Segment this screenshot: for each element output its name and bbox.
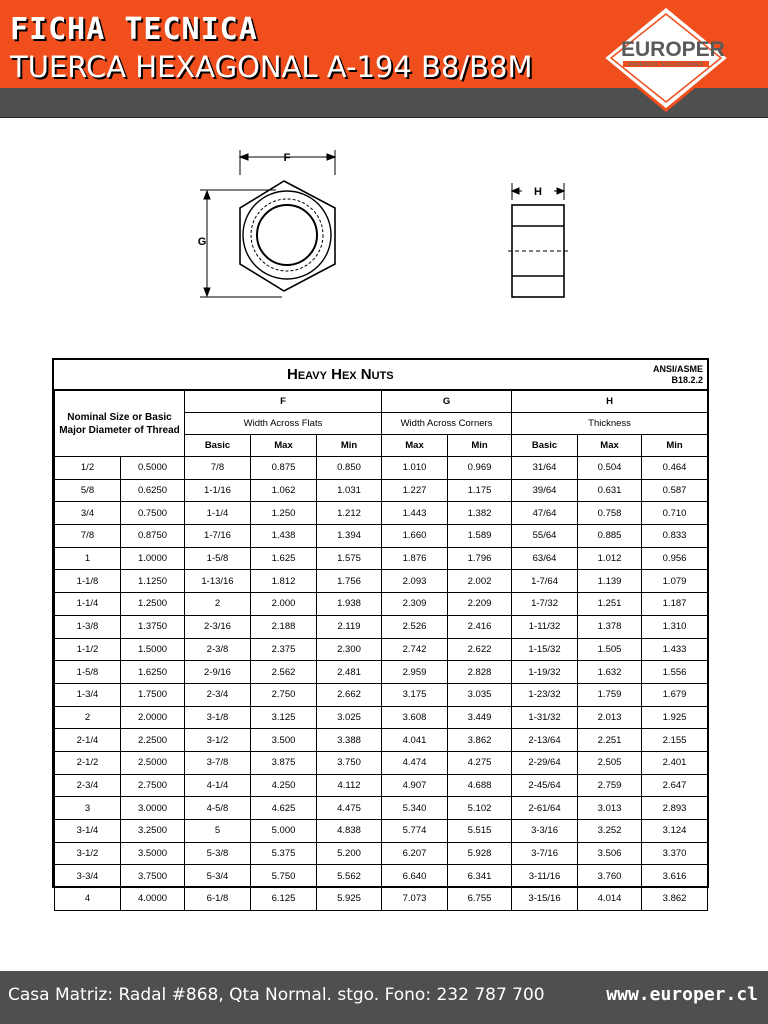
table-cell: 1.756 <box>317 570 382 593</box>
table-cell: 3.760 <box>578 865 642 888</box>
table-cell: 4.475 <box>317 797 382 820</box>
table-cell: 5.774 <box>382 820 448 843</box>
table-cell: 31/64 <box>512 457 578 480</box>
table-cell: 3.035 <box>448 683 512 706</box>
table-cell: 1-1/4 <box>185 502 251 525</box>
table-cell: 1.062 <box>251 479 317 502</box>
table-cell: 1-5/8 <box>55 661 121 684</box>
table-cell: 2.7500 <box>121 774 185 797</box>
table-cell: 5.340 <box>382 797 448 820</box>
table-cell: 2.416 <box>448 615 512 638</box>
table-cell: 1.3750 <box>121 615 185 638</box>
table-cell: 2.375 <box>251 638 317 661</box>
table-cell: 1-13/16 <box>185 570 251 593</box>
table-cell: 2.742 <box>382 638 448 661</box>
table-cell: 1.876 <box>382 547 448 570</box>
table-row <box>55 457 708 480</box>
table-cell: 7.073 <box>382 888 448 911</box>
table-cell: 1.589 <box>448 525 512 548</box>
table-cell: 2.155 <box>642 729 708 752</box>
table-cell: 2.759 <box>578 774 642 797</box>
table-cell: 2.750 <box>251 683 317 706</box>
table-cell: 1-15/32 <box>512 638 578 661</box>
table-cell: 1-23/32 <box>512 683 578 706</box>
table-cell: 1-7/64 <box>512 570 578 593</box>
table-cell: 2.647 <box>642 774 708 797</box>
table-cell: 6.341 <box>448 865 512 888</box>
table-title-bar <box>54 360 707 390</box>
table-cell: 1.212 <box>317 502 382 525</box>
table-cell: 4.041 <box>382 729 448 752</box>
table-cell: 47/64 <box>512 502 578 525</box>
table-cell: 3-3/16 <box>512 820 578 843</box>
table-cell: 3.750 <box>317 751 382 774</box>
standard-line-2: B18.2.2 <box>671 375 703 385</box>
table-cell: 1.227 <box>382 479 448 502</box>
table-cell: 1-11/32 <box>512 615 578 638</box>
col-f-min: Min <box>317 435 382 457</box>
table-cell: 6.125 <box>251 888 317 911</box>
table-cell: 5 <box>185 820 251 843</box>
table-cell: 3-11/16 <box>512 865 578 888</box>
table-row <box>55 865 708 888</box>
table-cell: 5.515 <box>448 820 512 843</box>
table-row <box>55 751 708 774</box>
hex-nut-drawing <box>190 145 580 310</box>
group-header-f: F <box>185 391 382 413</box>
table-cell: 4.474 <box>382 751 448 774</box>
table-cell: 4.275 <box>448 751 512 774</box>
table-cell: 5/8 <box>55 479 121 502</box>
table-cell: 3-7/8 <box>185 751 251 774</box>
page-title: FICHA TECNICA <box>10 12 258 47</box>
table-cell: 4-1/4 <box>185 774 251 797</box>
table-cell: 1.632 <box>578 661 642 684</box>
table-cell: 2.562 <box>251 661 317 684</box>
col-f-max: Max <box>251 435 317 457</box>
table-cell: 1.1250 <box>121 570 185 593</box>
table-cell: 1.759 <box>578 683 642 706</box>
table-cell: 1.251 <box>578 593 642 616</box>
table-cell: 1-7/16 <box>185 525 251 548</box>
table-cell: 2.300 <box>317 638 382 661</box>
table-cell: 5.750 <box>251 865 317 888</box>
table-row <box>55 661 708 684</box>
table-cell: 1.010 <box>382 457 448 480</box>
table-cell: 3.2500 <box>121 820 185 843</box>
table-cell: 3 <box>55 797 121 820</box>
table-cell: 0.7500 <box>121 502 185 525</box>
table-row <box>55 706 708 729</box>
table-row <box>55 729 708 752</box>
table-cell: 1.310 <box>642 615 708 638</box>
table-cell: 2.013 <box>578 706 642 729</box>
logo-tagline: UNIENDO SOLUCIONES <box>628 62 704 68</box>
table-cell: 1.6250 <box>121 661 185 684</box>
table-cell: 3-1/4 <box>55 820 121 843</box>
table-cell: 1.438 <box>251 525 317 548</box>
table-row <box>55 547 708 570</box>
table-cell: 1.556 <box>642 661 708 684</box>
table-row <box>55 842 708 865</box>
table-cell: 2.309 <box>382 593 448 616</box>
table-cell: 63/64 <box>512 547 578 570</box>
table-cell: 1-1/16 <box>185 479 251 502</box>
table-row <box>55 525 708 548</box>
table-cell: 3-1/8 <box>185 706 251 729</box>
table-cell: 39/64 <box>512 479 578 502</box>
table-cell: 3.449 <box>448 706 512 729</box>
table-cell: 3.875 <box>251 751 317 774</box>
table-cell: 0.850 <box>317 457 382 480</box>
table-row <box>55 820 708 843</box>
table-cell: 7/8 <box>55 525 121 548</box>
table-cell: 0.833 <box>642 525 708 548</box>
table-cell: 2.251 <box>578 729 642 752</box>
table-cell: 2.401 <box>642 751 708 774</box>
table-cell: 1.575 <box>317 547 382 570</box>
table-row <box>55 593 708 616</box>
table-body <box>55 457 708 911</box>
table-cell: 0.710 <box>642 502 708 525</box>
table-cell: 7/8 <box>185 457 251 480</box>
table-cell: 1.5000 <box>121 638 185 661</box>
table-cell: 2.093 <box>382 570 448 593</box>
table-cell: 1.812 <box>251 570 317 593</box>
standard-line-1: ANSI/ASME <box>652 364 703 374</box>
table-cell: 6.755 <box>448 888 512 911</box>
table-cell: 5.375 <box>251 842 317 865</box>
table-cell: 2.481 <box>317 661 382 684</box>
table-cell: 2.828 <box>448 661 512 684</box>
table-cell: 3.013 <box>578 797 642 820</box>
table-cell: 1.0000 <box>121 547 185 570</box>
table-cell: 5.928 <box>448 842 512 865</box>
table-cell: 2 <box>55 706 121 729</box>
table-cell: 2.209 <box>448 593 512 616</box>
table-cell: 4.688 <box>448 774 512 797</box>
table-cell: 1.660 <box>382 525 448 548</box>
table-cell: 0.8750 <box>121 525 185 548</box>
table-cell: 1.433 <box>642 638 708 661</box>
footer-address: Casa Matriz: Radal #868, Qta Normal. stgo. Fono: 232 787 700 <box>8 985 545 1005</box>
table-cell: 4-5/8 <box>185 797 251 820</box>
table-cell: 2.5000 <box>121 751 185 774</box>
table-cell: 3-3/4 <box>55 865 121 888</box>
table-cell: 1.378 <box>578 615 642 638</box>
table-cell: 3.616 <box>642 865 708 888</box>
table-cell: 1.012 <box>578 547 642 570</box>
table-cell: 2-3/4 <box>55 774 121 797</box>
table-cell: 1 <box>55 547 121 570</box>
table-cell: 3.175 <box>382 683 448 706</box>
col-h-max: Max <box>578 435 642 457</box>
table-cell: 6-1/8 <box>185 888 251 911</box>
dim-label-f: F <box>283 152 291 164</box>
table-cell: 1-1/4 <box>55 593 121 616</box>
table-cell: 5.562 <box>317 865 382 888</box>
table-cell: 1.394 <box>317 525 382 548</box>
table-row <box>55 683 708 706</box>
table-cell: 1.079 <box>642 570 708 593</box>
table-cell: 5.000 <box>251 820 317 843</box>
table-cell: 2.526 <box>382 615 448 638</box>
group-header-g: G <box>382 391 512 413</box>
table-cell: 3-15/16 <box>512 888 578 911</box>
table-cell: 2 <box>185 593 251 616</box>
table-cell: 1.2500 <box>121 593 185 616</box>
table-cell: 1.938 <box>317 593 382 616</box>
table-cell: 0.758 <box>578 502 642 525</box>
table-cell: 0.5000 <box>121 457 185 480</box>
table-cell: 1.679 <box>642 683 708 706</box>
table-cell: 3.608 <box>382 706 448 729</box>
table-cell: 2-3/8 <box>185 638 251 661</box>
col-g-max: Max <box>382 435 448 457</box>
logo-wordmark: EUROPER <box>621 38 725 61</box>
table-cell: 3.862 <box>642 888 708 911</box>
col-g-min: Min <box>448 435 512 457</box>
page-subtitle: TUERCA HEXAGONAL A-194 B8/B8M <box>10 50 533 84</box>
table-cell: 1-1/8 <box>55 570 121 593</box>
table-cell: 2-3/4 <box>185 683 251 706</box>
table-cell: 3-7/16 <box>512 842 578 865</box>
table-cell: 4.838 <box>317 820 382 843</box>
table-row <box>55 570 708 593</box>
table-cell: 1.505 <box>578 638 642 661</box>
table-cell: 2.2500 <box>121 729 185 752</box>
table-row <box>55 479 708 502</box>
table-cell: 6.207 <box>382 842 448 865</box>
table-cell: 3.125 <box>251 706 317 729</box>
table-cell: 1-3/8 <box>55 615 121 638</box>
table-cell: 4.625 <box>251 797 317 820</box>
table-cell: 2-1/2 <box>55 751 121 774</box>
table-cell: 3.0000 <box>121 797 185 820</box>
table-cell: 1.7500 <box>121 683 185 706</box>
table-cell: 3/4 <box>55 502 121 525</box>
table-cell: 1.139 <box>578 570 642 593</box>
table-cell: 2.002 <box>448 570 512 593</box>
hex-nut-top-view <box>197 150 335 297</box>
table-cell: 2.119 <box>317 615 382 638</box>
table-cell: 6.640 <box>382 865 448 888</box>
table-cell: 1.796 <box>448 547 512 570</box>
subheader-width-across-flats: Width Across Flats <box>185 413 382 435</box>
table-row <box>55 615 708 638</box>
table-cell: 2.000 <box>251 593 317 616</box>
table-cell: 3.388 <box>317 729 382 752</box>
table-cell: 0.956 <box>642 547 708 570</box>
page-header <box>0 0 768 118</box>
table-cell: 0.969 <box>448 457 512 480</box>
table-cell: 1.382 <box>448 502 512 525</box>
table-cell: 3.862 <box>448 729 512 752</box>
col-h-basic: Basic <box>512 435 578 457</box>
table-cell: 3.252 <box>578 820 642 843</box>
table-cell: 3.7500 <box>121 865 185 888</box>
table-cell: 1.175 <box>448 479 512 502</box>
table-cell: 1.625 <box>251 547 317 570</box>
table-cell: 2.893 <box>642 797 708 820</box>
table-cell: 3.025 <box>317 706 382 729</box>
table-cell: 0.6250 <box>121 479 185 502</box>
table-cell: 1.443 <box>382 502 448 525</box>
nominal-size-header: Nominal Size or Basic Major Diameter of Thread <box>55 391 185 457</box>
table-cell: 1-3/4 <box>55 683 121 706</box>
subheader-width-across-corners: Width Across Corners <box>382 413 512 435</box>
table-cell: 1.925 <box>642 706 708 729</box>
col-f-basic: Basic <box>185 435 251 457</box>
table-row <box>55 774 708 797</box>
table-cell: 4.250 <box>251 774 317 797</box>
table-cell: 2.662 <box>317 683 382 706</box>
table-cell: 3.5000 <box>121 842 185 865</box>
table-title: Heavy Hex Nuts <box>287 366 394 383</box>
table-cell: 2-29/64 <box>512 751 578 774</box>
table-cell: 5.102 <box>448 797 512 820</box>
table-row <box>55 797 708 820</box>
table-cell: 0.885 <box>578 525 642 548</box>
table-cell: 2.188 <box>251 615 317 638</box>
table-cell: 2.0000 <box>121 706 185 729</box>
heavy-hex-nuts-table <box>52 358 709 905</box>
table-cell: 55/64 <box>512 525 578 548</box>
table-cell: 1-5/8 <box>185 547 251 570</box>
table-cell: 1/2 <box>55 457 121 480</box>
table-cell: 4.014 <box>578 888 642 911</box>
table-cell: 1-31/32 <box>512 706 578 729</box>
table-cell: 2-3/16 <box>185 615 251 638</box>
table-cell: 5-3/4 <box>185 865 251 888</box>
table-cell: 1-1/2 <box>55 638 121 661</box>
table-cell: 2.505 <box>578 751 642 774</box>
table-cell: 0.631 <box>578 479 642 502</box>
header-divider <box>0 117 768 118</box>
table-cell: 4.112 <box>317 774 382 797</box>
table-cell: 2-13/64 <box>512 729 578 752</box>
table-cell: 1-19/32 <box>512 661 578 684</box>
dim-label-g: G <box>197 236 207 248</box>
footer-website-link[interactable]: www.europer.cl <box>606 984 758 1005</box>
subheader-thickness: Thickness <box>512 413 708 435</box>
table-cell: 3-1/2 <box>185 729 251 752</box>
table-cell: 2-9/16 <box>185 661 251 684</box>
table-cell: 3.500 <box>251 729 317 752</box>
table-cell: 3-1/2 <box>55 842 121 865</box>
table-cell: 4.0000 <box>121 888 185 911</box>
hex-nut-side-view <box>508 183 568 297</box>
table-cell: 5.200 <box>317 842 382 865</box>
table-row <box>55 638 708 661</box>
table-cell: 2-61/64 <box>512 797 578 820</box>
table-cell: 1.187 <box>642 593 708 616</box>
table-cell: 1.031 <box>317 479 382 502</box>
table-cell: 5-3/8 <box>185 842 251 865</box>
table-cell: 1.250 <box>251 502 317 525</box>
table-cell: 2-45/64 <box>512 774 578 797</box>
table-cell: 0.875 <box>251 457 317 480</box>
col-h-min: Min <box>642 435 708 457</box>
table-cell: 4.907 <box>382 774 448 797</box>
table-cell: 3.124 <box>642 820 708 843</box>
group-header-h: H <box>512 391 708 413</box>
table-cell: 1-7/32 <box>512 593 578 616</box>
table-cell: 3.370 <box>642 842 708 865</box>
table-cell: 0.504 <box>578 457 642 480</box>
table-cell: 0.587 <box>642 479 708 502</box>
standard-reference <box>653 364 703 386</box>
table-cell: 0.464 <box>642 457 708 480</box>
table-cell: 2-1/4 <box>55 729 121 752</box>
table-cell: 5.925 <box>317 888 382 911</box>
table-cell: 3.506 <box>578 842 642 865</box>
table-cell: 4 <box>55 888 121 911</box>
table-cell: 2.622 <box>448 638 512 661</box>
table-cell: 2.959 <box>382 661 448 684</box>
table-row <box>55 502 708 525</box>
dimensions-table <box>54 390 708 911</box>
table-row <box>55 888 708 911</box>
dim-label-h: H <box>534 186 542 198</box>
